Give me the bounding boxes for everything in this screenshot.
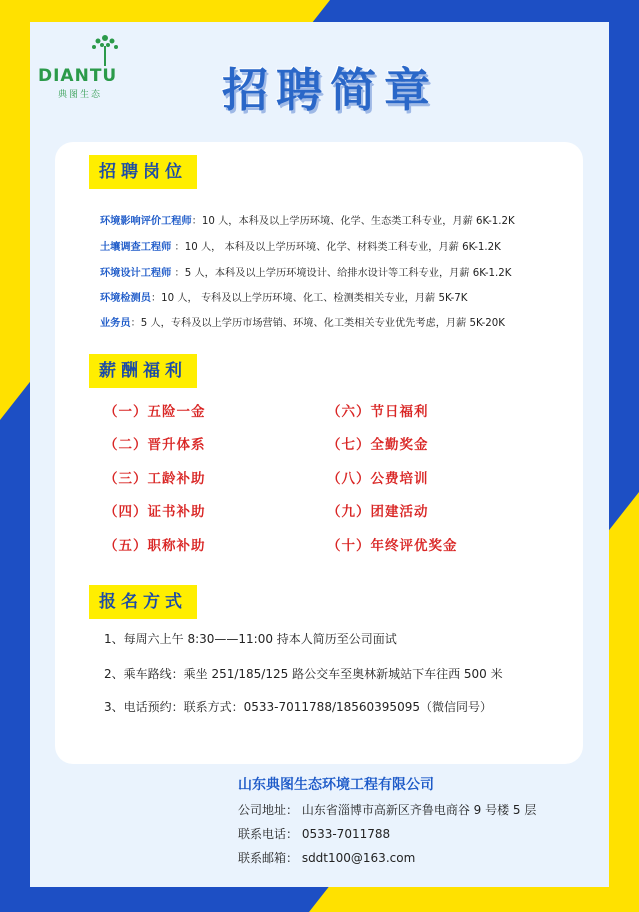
logo-text: DIANTU (38, 66, 118, 86)
company-address: 公司地址： 山东省淄博市高新区齐鲁电商谷 9 号楼 5 层 (238, 803, 537, 817)
job-title: 环境检测员 (100, 293, 151, 304)
tree-icon (88, 32, 122, 66)
job-item (100, 289, 467, 304)
company-email: 联系邮箱： sddt100@163.com (238, 851, 416, 865)
job-title: 环境设计工程师 (100, 268, 172, 279)
apply-item: 3、电话预约：联系方式：0533-7011788/18560395095（微信同号） (104, 700, 492, 714)
benefit-item: （八）公费培训 (327, 471, 429, 487)
job-title: 土壤调查工程师 (100, 242, 172, 253)
job-item (100, 314, 505, 329)
benefit-item: （三）工龄补助 (104, 471, 206, 487)
company-phone: 联系电话： 0533-7011788 (238, 827, 391, 841)
job-item (100, 264, 511, 279)
section-benefits-heading: 薪酬福利 (89, 354, 197, 388)
benefit-item: （六）节日福利 (327, 404, 429, 420)
job-desc: ：10 人， 专科及以上学历环境、化工、检测类相关专业，月薪 5K-7K (150, 293, 468, 304)
job-item (100, 238, 501, 253)
section-positions-heading: 招聘岗位 (89, 155, 197, 189)
benefit-item: （十）年终评优奖金 (327, 538, 458, 554)
benefit-item: （四）证书补助 (104, 504, 206, 520)
job-desc: ：5 人，本科及以上学历环境设计、给排水设计等工科专业，月薪 6K-1.2K (171, 268, 512, 279)
benefit-item: （五）职称补助 (104, 538, 206, 554)
job-title: 环境影响评价工程师 (100, 216, 192, 227)
benefit-item: （九）团建活动 (327, 504, 429, 520)
company-name: 山东典图生态环境工程有限公司 (238, 777, 434, 793)
section-apply-heading: 报名方式 (89, 585, 197, 619)
logo-subtitle: 典图生态 (58, 90, 103, 100)
page-title: 招聘简章 (222, 63, 438, 117)
job-desc: ：10 人，本科及以上学历环境、化学、生态类工科专业，月薪 6K-1.2K (191, 216, 515, 227)
benefit-item: （一）五险一金 (104, 404, 206, 420)
company-logo (36, 32, 146, 102)
job-item (100, 212, 515, 227)
benefit-item: （二）晋升体系 (104, 437, 206, 453)
apply-item: 2、乘车路线：乘坐 251/185/125 路公交车至奥林新城站下车往西 500 米 (104, 667, 503, 681)
job-title: 业务员 (100, 318, 131, 329)
benefit-item: （七）全勤奖金 (327, 437, 429, 453)
apply-item: 1、每周六上午 8:30——11:00 持本人简历至公司面试 (104, 632, 397, 646)
job-desc: ：10 人， 本科及以上学历环境、化学、材料类工科专业，月薪 6K-1.2K (171, 242, 501, 253)
job-desc: ：5 人，专科及以上学历市场营销、环境、化工类相关专业优先考虑，月薪 5K-20K (130, 318, 505, 329)
